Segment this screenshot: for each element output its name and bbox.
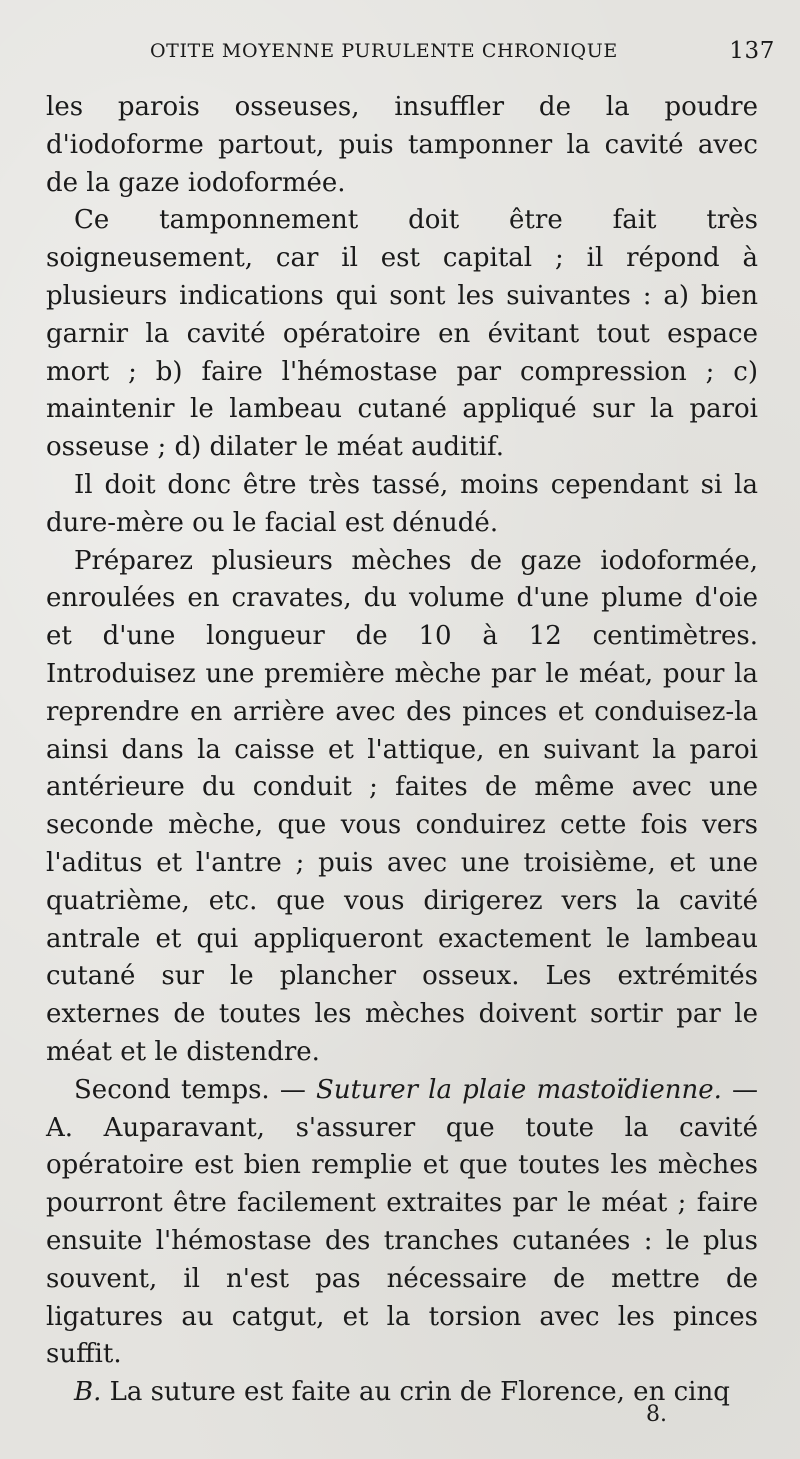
section-heading-italic: Suturer la plaie mastoïdienne. xyxy=(316,1074,722,1105)
paragraph-3: Il doit donc être très tassé, moins cependant si la dure-mère ou le facial est dénudé. xyxy=(46,469,758,538)
running-head xyxy=(150,40,775,72)
item-label-b: B. xyxy=(74,1377,102,1408)
page-number: 137 xyxy=(729,38,775,64)
paragraph-1: les parois osseuses, insuffler de la poudre d'iodoforme partout, puis tamponner la cavité avec de la gaze iodoformée. xyxy=(46,92,758,198)
running-title: OTITE MOYENNE PURULENTE CHRONIQUE xyxy=(150,40,618,62)
paragraph-2: Ce tamponnement doit être fait très soigneusement, car il est capital ; il répond à plusieurs indications qui sont les suivantes : a) bien garnir la cavité opératoire en évitant tout espace mort ; b) faire l'hémostase par compression ; c) maintenir le lambeau cutané appliqué sur la paroi osseuse ; d) dilater le méat auditif. xyxy=(46,205,758,463)
paragraph-4: Préparez plusieurs mèches de gaze iodoformée, enroulées en cravates, du volume d'une plume d'oie et d'une longueur de 10 à 12 centimètres. Introduisez une première mèche par le méat, pour la reprendre en arrière avec des pinces et conduisez-la ainsi dans la caisse et l'attique, en suivant la paroi antérieure du conduit ; faites de même avec une seconde mèche, que vous conduirez cette fois vers l'aditus et l'antre ; puis avec une troisième, et une quatrième, etc. que vous dirigerez vers la cavité antrale et qui appliqueront exactement le lambeau cutané sur le plancher osseux. Les extrémités externes de toutes les mèches doivent sortir par le méat et le distendre. xyxy=(46,545,758,1067)
signature-mark: 8. xyxy=(646,1402,667,1427)
paragraph-5-text: — A. Auparavant, s'assurer que toute la cavité opératoire est bien remplie et que toutes les mèches pourront être facilement extraites par le méat ; faire ensuite l'hémostase des tranches cutanées : le plus souvent, il n'est pas nécessaire de mettre de ligatures au catgut, et la torsion avec les pinces suffit. xyxy=(46,1074,759,1370)
paragraph-6-text: La suture est faite au crin de Florence, en cinq xyxy=(101,1377,730,1408)
paragraph-5 xyxy=(46,1072,758,1374)
section-lead: Second temps. — xyxy=(74,1074,317,1105)
body-text xyxy=(46,89,758,1412)
